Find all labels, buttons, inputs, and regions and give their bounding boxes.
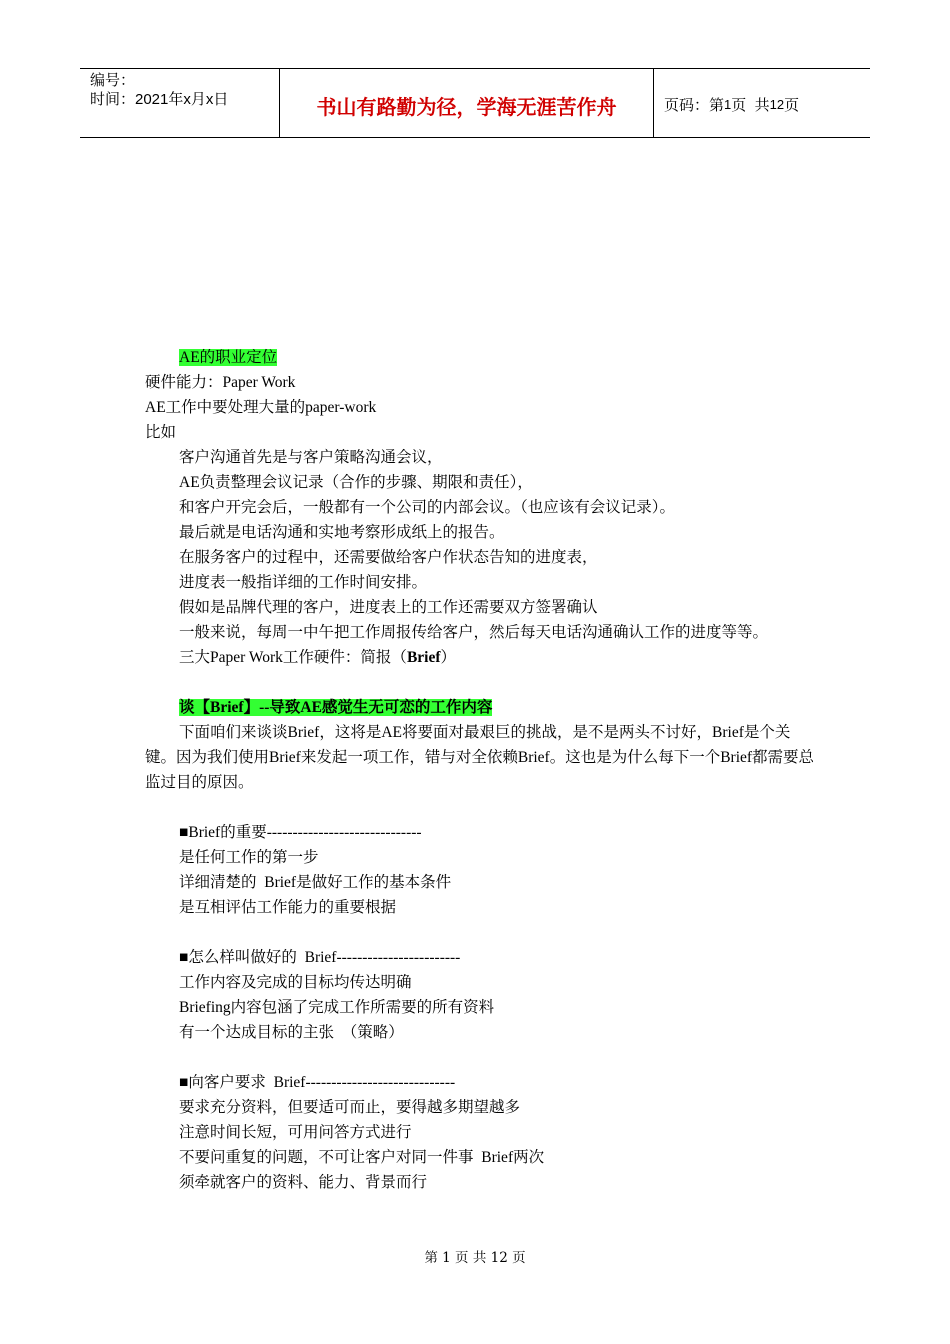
section1-indented-line: 最后就是电话沟通和实地考察形成纸上的报告。 — [179, 524, 505, 541]
section1-title-line — [145, 345, 815, 370]
section1-indented-line: 和客户开完会后，一般都有一个公司的内部会议。（也应该有会议记录）。 — [179, 499, 676, 516]
group-heading: ■Brief的重要------------------------------ — [179, 824, 422, 841]
document-body — [145, 345, 815, 1195]
page-total: 12 — [769, 96, 785, 112]
page-current: 1 — [724, 96, 732, 112]
section1-line: 硬件能力：Paper Work — [145, 374, 296, 391]
page-suffix: 页 — [784, 96, 800, 114]
section1-indented-line: 客户沟通首先是与客户策略沟通会议， — [179, 449, 443, 466]
header-motto: 书山有路勤为径，学海无涯苦作舟 — [280, 69, 654, 137]
page-prefix: 页码：第 — [664, 96, 725, 114]
section1-title: AE的职业定位 — [179, 349, 278, 366]
spacer — [145, 920, 815, 945]
page-mid: 页 共 — [731, 96, 770, 114]
section1-indented-line: AE负责整理会议记录（合作的步骤、期限和责任）， — [179, 474, 533, 491]
group-item: 不要问重复的问题，不可让客户对同一件事 Brief两次 — [179, 1149, 545, 1166]
header-meta — [80, 69, 280, 137]
group-item: 注意时间长短，可用问答方式进行 — [179, 1124, 412, 1141]
section1-indented-line: 在服务客户的过程中，还需要做给客户作状态告知的进度表， — [179, 549, 598, 566]
section1-indented-line: 一般来说，每周一中午把工作周报传给客户，然后每天电话沟通确认工作的进度等等。 — [179, 624, 769, 641]
group-heading: ■向客户要求 Brief----------------------------- — [179, 1074, 456, 1091]
group-item: 须牵就客户的资料、能力、背景而行 — [179, 1174, 428, 1191]
section1-indented-line: 进度表一般指详细的工作时间安排。 — [179, 574, 428, 591]
time-label: 时间：2021年x月x日 — [90, 91, 229, 108]
group-item: 是任何工作的第一步 — [179, 849, 319, 866]
page-footer: 第 1 页 共 12 页 — [424, 1250, 526, 1266]
spacer — [145, 795, 815, 820]
spacer — [145, 1045, 815, 1070]
spacer — [145, 670, 815, 695]
group-item: 工作内容及完成的目标均传达明确 — [179, 974, 412, 991]
group-item: 要求充分资料，但要适可而止，要得越多期望越多 — [179, 1099, 521, 1116]
section1-line: AE工作中要处理大量的paper-work — [145, 399, 377, 416]
section2-paragraph: 下面咱们来谈谈Brief，这将是AE将要面对最艰巨的挑战，是不是两头不讨好，Brief是个关键。因为我们使用Brief来发起一项工作，错与对全依赖Brief。这也是为什么每下一个Brief都需要总监过目的原因。 — [145, 724, 815, 791]
group-item: 详细清楚的 Brief是做好工作的基本条件 — [179, 874, 452, 891]
section2-title-line — [145, 695, 815, 720]
number-label: 编号： — [90, 72, 136, 89]
hardware-suffix: ） — [440, 649, 457, 666]
section1-indented-line: 假如是品牌代理的客户，进度表上的工作还需要双方签署确认 — [179, 599, 598, 616]
group-item: 有一个达成目标的主张 （策略） — [179, 1024, 404, 1041]
section2-title: 谈【Brief】--导致AE感觉生无可恋的工作内容 — [179, 699, 493, 716]
page-header — [80, 68, 870, 138]
group-item: Briefing内容包涵了完成工作所需要的所有资料 — [179, 999, 495, 1016]
group-item: 是互相评估工作能力的重要根据 — [179, 899, 397, 916]
hardware-prefix: 三大Paper Work工作硬件：简报（ — [179, 649, 407, 666]
hardware-line — [145, 645, 815, 670]
hardware-bold: Brief — [406, 649, 441, 666]
group-heading: ■怎么样叫做好的 Brief------------------------ — [179, 949, 461, 966]
section1-line: 比如 — [145, 424, 177, 441]
header-page-number — [654, 69, 870, 137]
